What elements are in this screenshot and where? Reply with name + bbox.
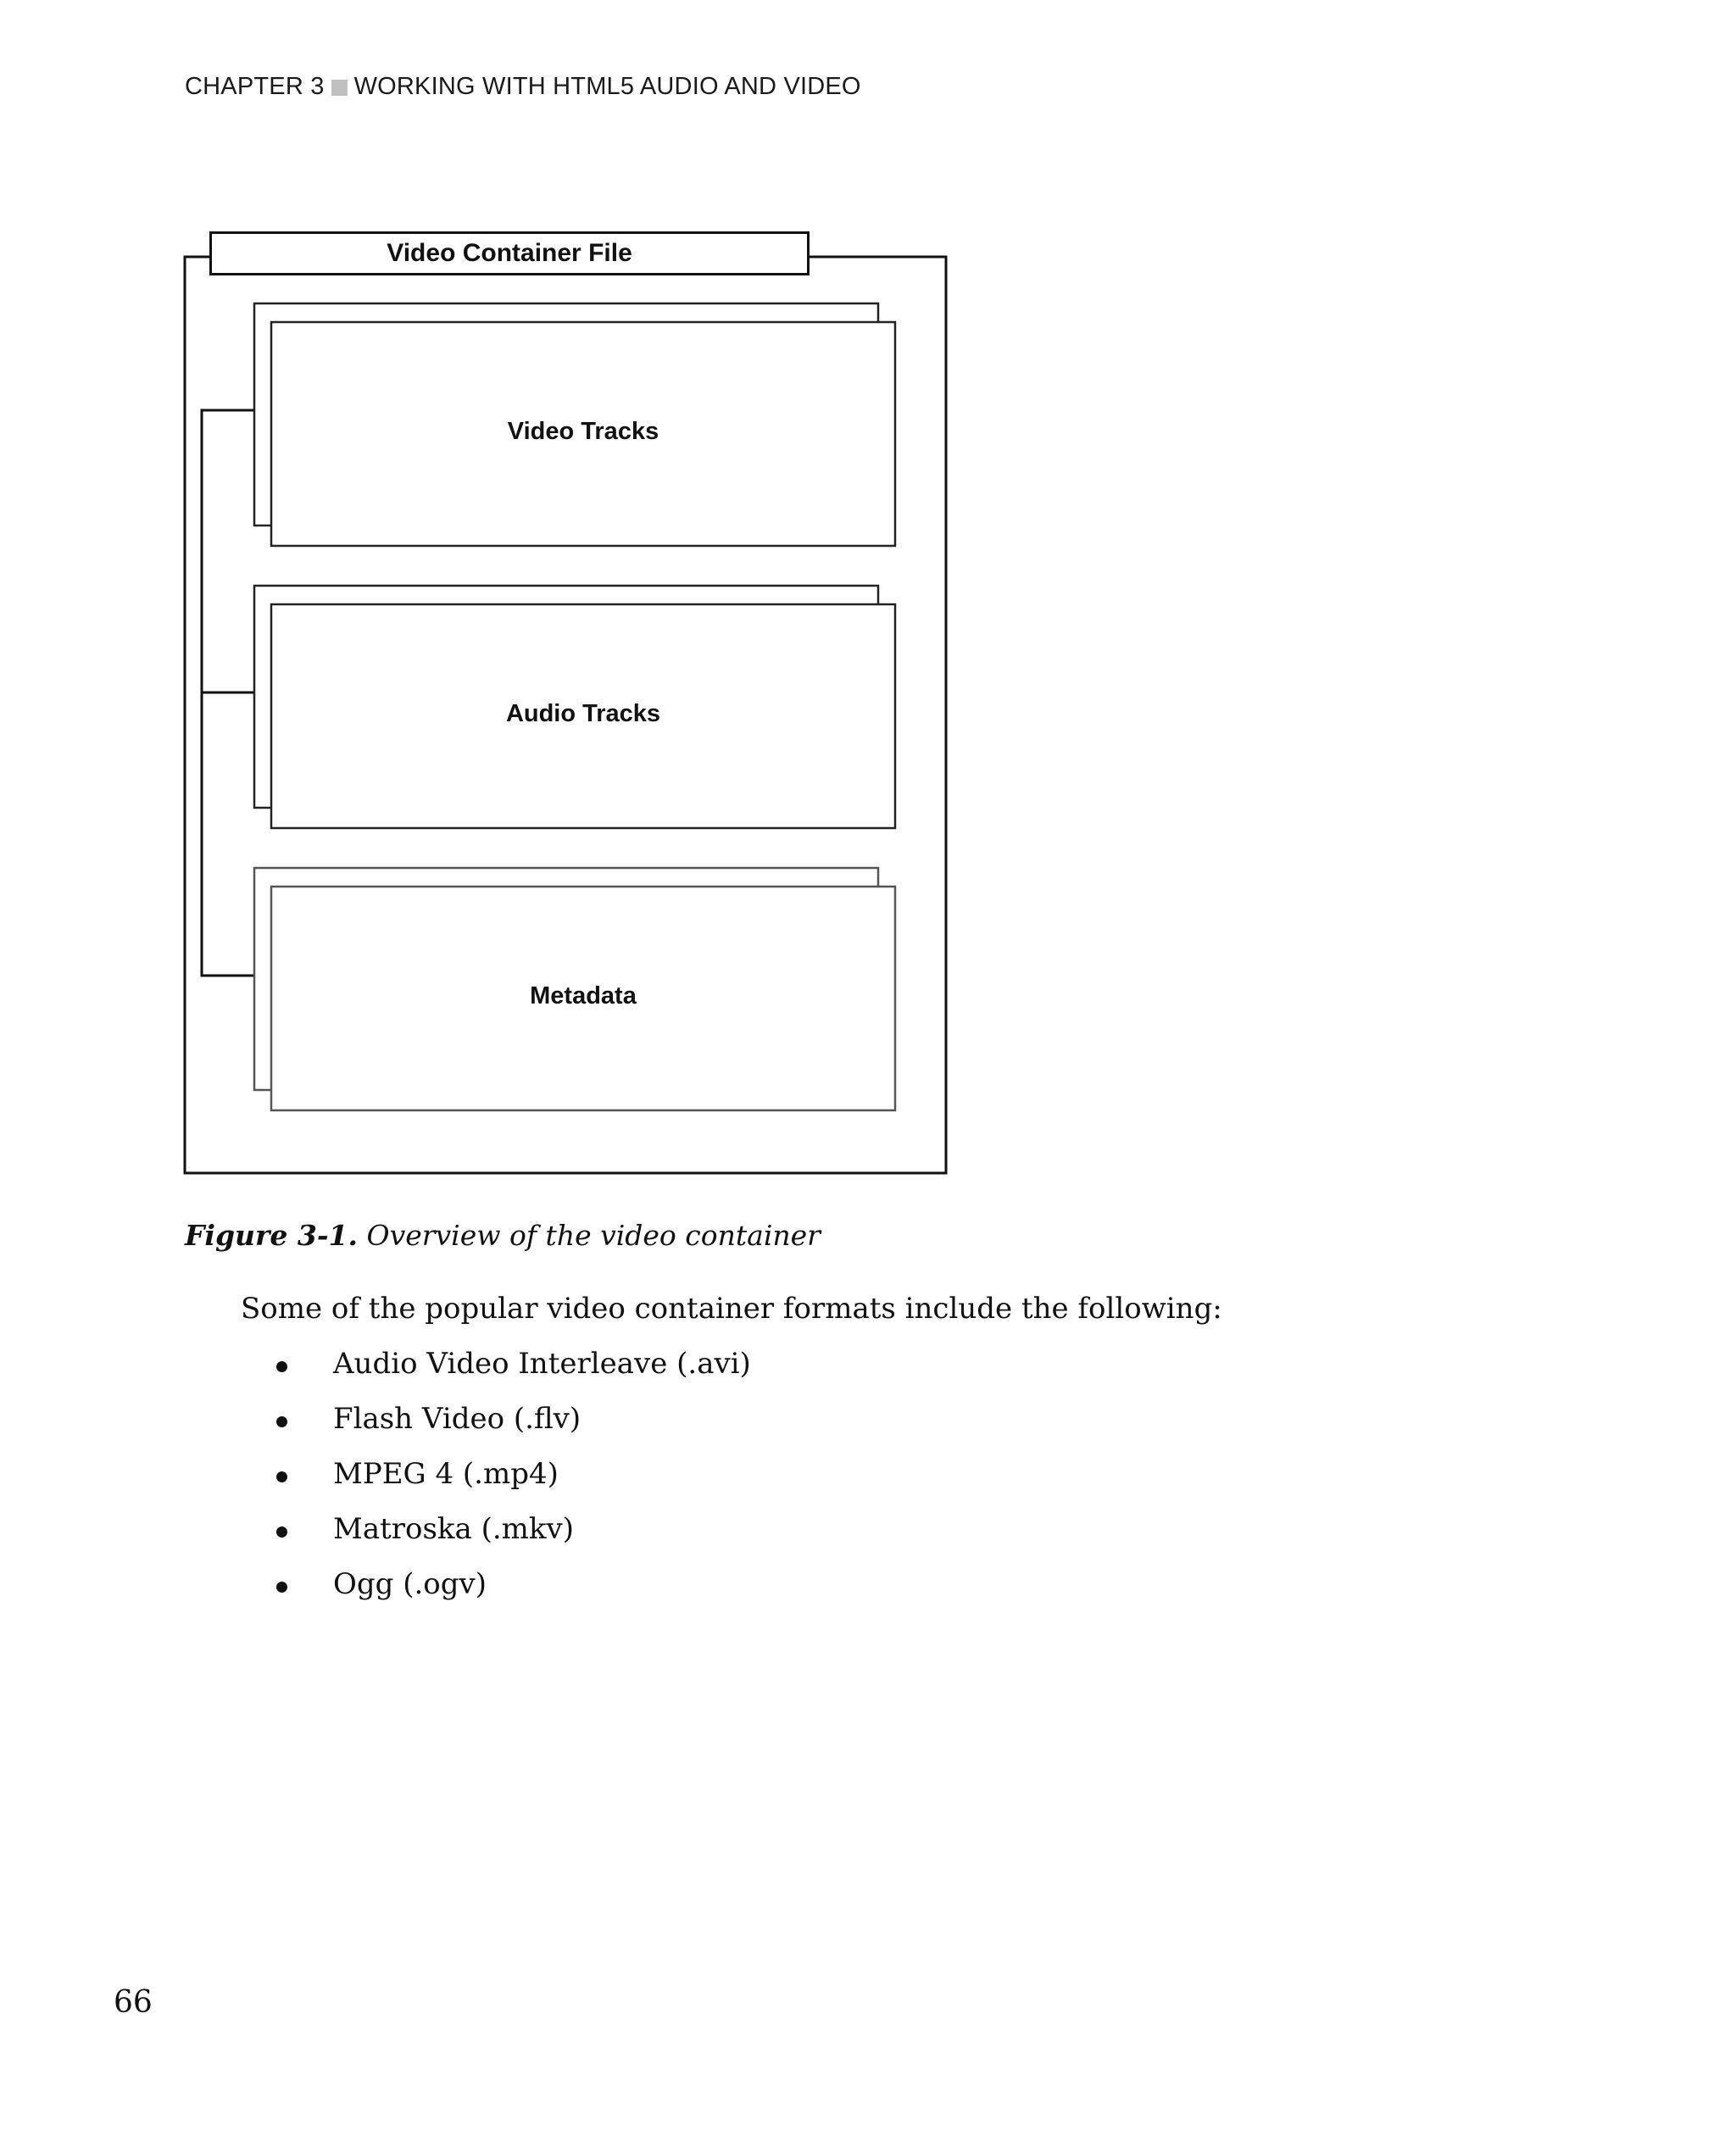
bullet-icon <box>276 1416 287 1427</box>
list-item-text: Audio Video Interleave (.avi) <box>333 1347 751 1381</box>
intro-paragraph: Some of the popular video container formats include the following: <box>241 1292 1222 1326</box>
video-tracks-label: Video Tracks <box>507 418 659 445</box>
figure-caption-text: Overview of the video container <box>366 1219 821 1252</box>
page-number: 66 <box>114 1985 153 2020</box>
list-item-text: Flash Video (.flv) <box>333 1402 581 1436</box>
figure-caption <box>185 1219 821 1252</box>
list-item-text: Ogg (.ogv) <box>333 1567 487 1601</box>
audio-tracks-label: Audio Tracks <box>505 700 661 727</box>
figure-number: Figure 3-1. <box>185 1219 359 1252</box>
container-title-label: Video Container File <box>209 231 810 275</box>
bullet-icon <box>276 1582 287 1593</box>
bullet-icon <box>276 1471 287 1482</box>
bullet-icon <box>276 1361 287 1372</box>
list-item-text: MPEG 4 (.mp4) <box>333 1457 559 1491</box>
bullet-icon <box>276 1527 287 1538</box>
list-item-text: Matroska (.mkv) <box>333 1512 574 1546</box>
running-head-chapter: CHAPTER 3 <box>185 73 325 100</box>
running-head-title: WORKING WITH HTML5 AUDIO AND VIDEO <box>353 73 861 100</box>
metadata-label: Metadata <box>530 982 637 1009</box>
